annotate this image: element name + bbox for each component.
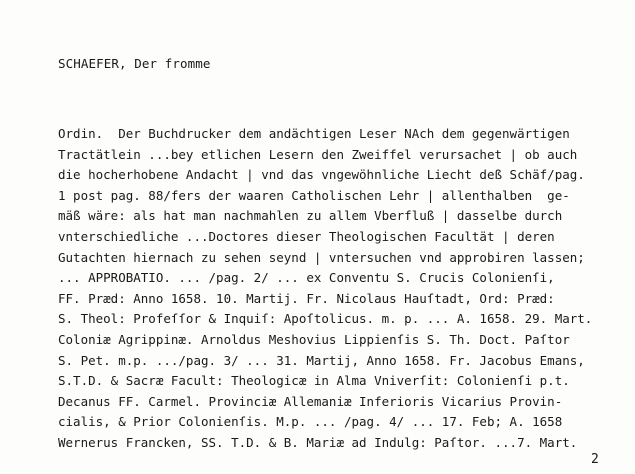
text-line: mäß wäre: als hat man nachmahlen zu allem Vberfluß | dasselbe durch xyxy=(58,208,563,224)
text-line: cialis, & Prior Colonienſis. M.p. ... /pag. 4/ ... 17. Feb; A. 1658 xyxy=(58,414,563,430)
text-line: ... APPROBATIO. ... /pag. 2/ ... ex Conventu S. Crucis Colonienſi, xyxy=(58,270,555,286)
text-line: S.T.D. & Sacræ Facult: Theologicæ in Alma Vniverſit: Colonienſi p.t. xyxy=(58,373,570,389)
text-line: vnterschiedliche ...Doctores dieser Theologischen Facultät | deren xyxy=(58,228,555,244)
text-line: S. Theol: Profeſſor & Inquiſ: Apoſtolicus. m. p. ... A. 1658. 29. Mart. xyxy=(58,311,593,327)
card-body-text xyxy=(58,124,618,454)
text-line: Coloniæ Agrippinæ. Arnoldus Meshovius Lippienſis S. Th. Doct. Paſtor xyxy=(58,331,570,347)
text-line: Decanus FF. Carmel. Provinciæ Allemaniæ Inferioris Vicarius Provin- xyxy=(58,393,563,409)
text-line: Wernerus Francken, SS. T.D. & B. Mariæ ad Indulg: Paſtor. ...7. Mart. xyxy=(58,434,578,450)
text-line: FF. Præd: Anno 1658. 10. Martij. Fr. Nicolaus Hauſtadt, Ord: Præd: xyxy=(58,290,555,306)
text-line: die hocherhobene Andacht | vnd das vngewöhnliche Liecht deß Schäf/pag. xyxy=(58,167,585,183)
text-line: Tractätlein ...bey etlichen Lesern den Zweiffel verursachet | ob auch xyxy=(58,146,578,162)
page-number: 2 xyxy=(591,452,599,467)
card-heading: SCHAEFER, Der fromme xyxy=(58,56,211,71)
text-line: S. Pet. m.p. .../pag. 3/ ... 31. Martij, Anno 1658. Fr. Jacobus Emans, xyxy=(58,352,585,368)
text-line: 1 post pag. 88/fers der waaren Catholischen Lehr | allenthalben ge- xyxy=(58,187,570,203)
text-line: Gutachten hiernach zu sehen seynd | vntersuchen vnd approbiren lassen; xyxy=(58,249,585,265)
text-line: Ordin. Der Buchdrucker dem andächtigen Leser NAch dem gegenwärtigen xyxy=(58,126,570,141)
